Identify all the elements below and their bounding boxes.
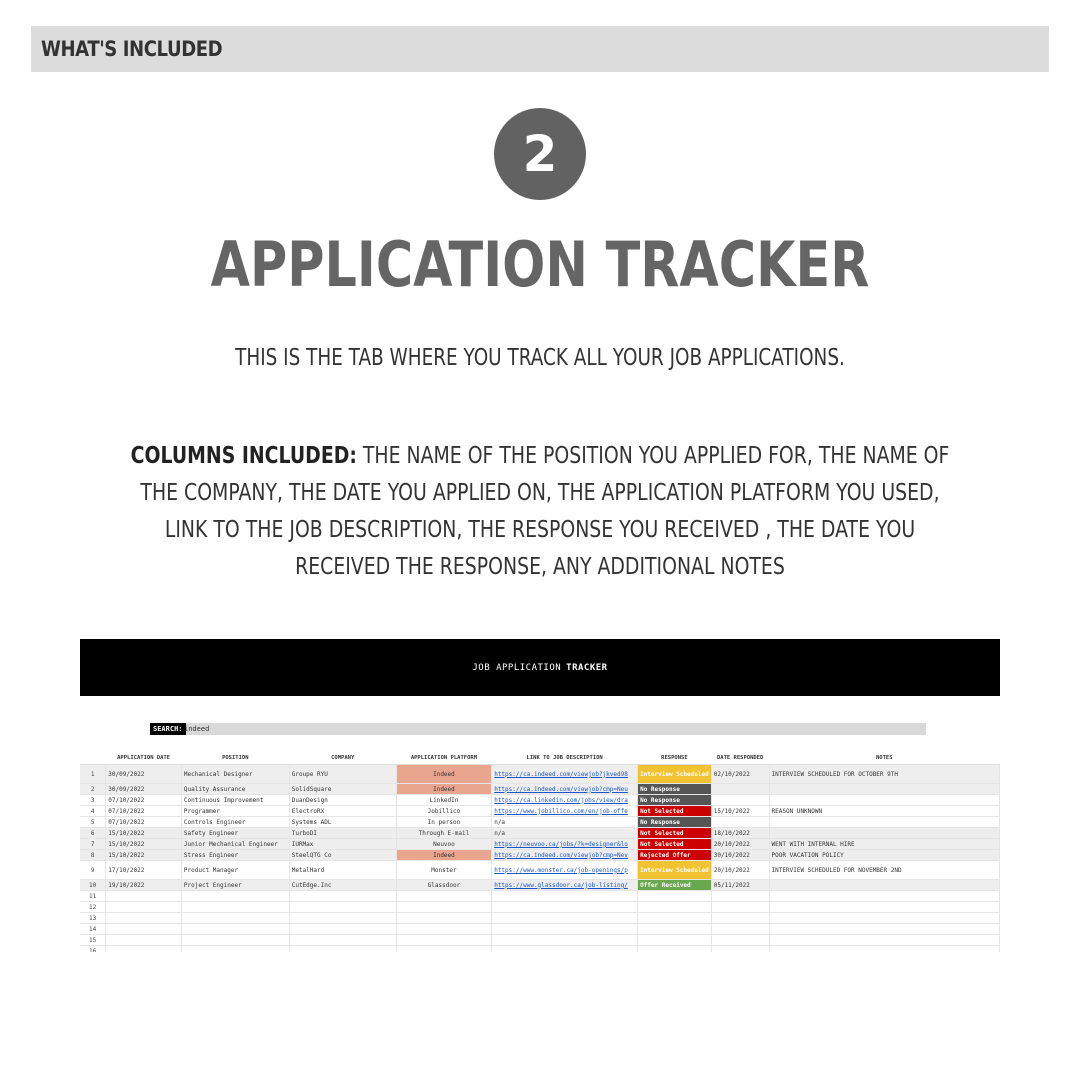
empty-cell — [396, 946, 492, 953]
cell-notes: WENT WITH INTERNAL HIRE — [769, 839, 999, 850]
cell-link: n/a — [492, 828, 638, 839]
empty-cell — [638, 891, 712, 902]
empty-cell — [638, 924, 712, 935]
column-header: DATE RESPONDED — [711, 752, 769, 765]
cell-response: Interview Scheduled — [638, 765, 712, 784]
column-header: COMPANY — [289, 752, 396, 765]
empty-cell — [289, 924, 396, 935]
cell-platform: Indeed — [396, 765, 492, 784]
row-number: 9 — [80, 861, 106, 880]
cell-platform: Indeed — [396, 850, 492, 861]
row-number: 12 — [80, 902, 106, 913]
empty-cell — [638, 913, 712, 924]
cell-response: Not Selected — [638, 839, 712, 850]
cell-platform: In person — [396, 817, 492, 828]
cell-position: Product Manager — [181, 861, 289, 880]
row-number: 11 — [80, 891, 106, 902]
empty-cell — [711, 935, 769, 946]
row-number: 5 — [80, 817, 106, 828]
table-row — [80, 828, 1000, 839]
empty-cell — [769, 935, 999, 946]
empty-cell — [289, 935, 396, 946]
cell-response: Interview Scheduled — [638, 861, 712, 880]
cell-company: SteelQTG Co — [289, 850, 396, 861]
empty-cell — [106, 902, 182, 913]
empty-cell — [638, 902, 712, 913]
row-number: 16 — [80, 946, 106, 953]
column-header: NOTES — [769, 752, 999, 765]
table-row — [80, 839, 1000, 850]
sheet-banner — [80, 639, 1000, 696]
cell-date: 15/10/2022 — [106, 850, 182, 861]
columns-label: COLUMNS INCLUDED: — [130, 443, 357, 469]
empty-cell — [396, 891, 492, 902]
empty-cell — [769, 924, 999, 935]
cell-position: Project Engineer — [181, 880, 289, 891]
cell-platform: Jobillico — [396, 806, 492, 817]
cell-platform: Glassdoor — [396, 880, 492, 891]
empty-cell — [711, 913, 769, 924]
empty-cell — [492, 935, 638, 946]
cell-date-responded: 15/10/2022 — [711, 806, 769, 817]
columns-description — [130, 438, 950, 586]
cell-notes — [769, 828, 999, 839]
empty-cell — [289, 913, 396, 924]
cell-date-responded — [711, 795, 769, 806]
cell-company: CutEdge.Inc — [289, 880, 396, 891]
cell-position: Stress Engineer — [181, 850, 289, 861]
cell-response: No Response — [638, 784, 712, 795]
empty-cell — [289, 891, 396, 902]
cell-notes — [769, 880, 999, 891]
cell-date: 17/10/2022 — [106, 861, 182, 880]
row-number: 6 — [80, 828, 106, 839]
column-header: POSITION — [181, 752, 289, 765]
empty-row — [80, 946, 1000, 953]
cell-date-responded: 18/10/2022 — [711, 828, 769, 839]
table-row — [80, 795, 1000, 806]
cell-company: ElectroRX — [289, 806, 396, 817]
cell-position: Continuous Improvement — [181, 795, 289, 806]
table-row — [80, 850, 1000, 861]
cell-response: Offer Received — [638, 880, 712, 891]
cell-link[interactable]: https://www.jobillico.com/en/job-offe — [492, 806, 638, 817]
cell-notes — [769, 817, 999, 828]
table-row — [80, 861, 1000, 880]
table-row — [80, 806, 1000, 817]
row-number: 7 — [80, 839, 106, 850]
cell-response: Rejected Offer — [638, 850, 712, 861]
sheet-banner-title: JOB APPLICATION — [472, 662, 562, 673]
empty-cell — [769, 902, 999, 913]
row-number: 13 — [80, 913, 106, 924]
cell-platform: Neuvoo — [396, 839, 492, 850]
cell-date-responded — [711, 817, 769, 828]
cell-link[interactable]: https://ca.indeed.com/viewjob?cmp=Nev — [492, 850, 638, 861]
empty-cell — [181, 891, 289, 902]
column-header: APPLICATION PLATFORM — [396, 752, 492, 765]
cell-platform: Indeed — [396, 784, 492, 795]
cell-date-responded — [711, 784, 769, 795]
cell-link[interactable]: https://neuvoo.ca/jobs/?k=designer&lo — [492, 839, 638, 850]
cell-date: 19/10/2022 — [106, 880, 182, 891]
cell-response: Not Selected — [638, 828, 712, 839]
empty-cell — [396, 924, 492, 935]
empty-cell — [181, 924, 289, 935]
cell-link[interactable]: https://ca.indeed.com/viewjob?cmp=Neu — [492, 784, 638, 795]
empty-cell — [711, 891, 769, 902]
cell-platform: Through E-mail — [396, 828, 492, 839]
cell-date-responded: 20/10/2022 — [711, 861, 769, 880]
step-number-badge: 2 — [494, 108, 586, 200]
empty-cell — [492, 913, 638, 924]
header-bar — [31, 26, 1049, 72]
cell-position: Safety Engineer — [181, 828, 289, 839]
cell-date: 15/10/2022 — [106, 839, 182, 850]
empty-row — [80, 935, 1000, 946]
empty-cell — [289, 946, 396, 953]
table-row — [80, 784, 1000, 795]
table-row — [80, 880, 1000, 891]
cell-company: Groupe RYU — [289, 765, 396, 784]
cell-date-responded: 30/10/2022 — [711, 850, 769, 861]
cell-position: Controls Engineer — [181, 817, 289, 828]
empty-cell — [492, 891, 638, 902]
row-number: 2 — [80, 784, 106, 795]
cell-company: Systems ADL — [289, 817, 396, 828]
empty-row — [80, 924, 1000, 935]
cell-notes: INTERVIEW SCHEDULED FOR NOVEMBER 2ND — [769, 861, 999, 880]
empty-cell — [106, 891, 182, 902]
empty-row — [80, 902, 1000, 913]
empty-cell — [106, 913, 182, 924]
empty-cell — [396, 913, 492, 924]
empty-cell — [289, 902, 396, 913]
empty-cell — [106, 935, 182, 946]
columns-text: THE NAME OF THE POSITION YOU APPLIED FOR, THE NAME OF THE COMPANY, THE DATE YOU APPLIED ON, THE APPLICATION PLATFORM YOU USED, LINK TO THE JOB DESCRIPTION, THE RESPONSE YOU RECEIVED , THE DATE YOU RECEIVED THE RESPONSE, ANY ADDITIONAL NOTES — [140, 443, 950, 580]
empty-cell — [638, 935, 712, 946]
search-row — [150, 723, 926, 735]
cell-company: SolidSquare — [289, 784, 396, 795]
cell-position: Programmer — [181, 806, 289, 817]
cell-position: Quality Assurance — [181, 784, 289, 795]
application-table — [80, 752, 1000, 952]
empty-cell — [492, 924, 638, 935]
cell-date: 30/09/2022 — [106, 784, 182, 795]
cell-position: Junior Mechanical Engineer — [181, 839, 289, 850]
row-number: 8 — [80, 850, 106, 861]
cell-company: MetalHard — [289, 861, 396, 880]
column-header: RESPONSE — [638, 752, 712, 765]
empty-cell — [769, 891, 999, 902]
cell-link[interactable]: https://ca.linkedin.com/jobs/view/dra — [492, 795, 638, 806]
table-row — [80, 817, 1000, 828]
header-label: WHAT'S INCLUDED — [41, 37, 223, 61]
cell-platform: Monster — [396, 861, 492, 880]
search-input[interactable]: indeed — [184, 725, 210, 733]
cell-date: 15/10/2022 — [106, 828, 182, 839]
table-row — [80, 765, 1000, 784]
page-title: APPLICATION TRACKER — [210, 228, 870, 301]
cell-response: No Response — [638, 795, 712, 806]
empty-row — [80, 891, 1000, 902]
empty-cell — [711, 902, 769, 913]
empty-cell — [638, 946, 712, 953]
cell-notes — [769, 784, 999, 795]
cell-company: DuanDesign — [289, 795, 396, 806]
sheet-banner-title-bold: TRACKER — [566, 662, 608, 673]
empty-cell — [106, 924, 182, 935]
empty-cell — [492, 902, 638, 913]
cell-platform: LinkedIn — [396, 795, 492, 806]
empty-cell — [181, 946, 289, 953]
empty-cell — [396, 935, 492, 946]
cell-notes: REASON UNKNOWN — [769, 806, 999, 817]
row-number: 1 — [80, 765, 106, 784]
column-header: APPLICATION DATE — [106, 752, 182, 765]
row-number: 15 — [80, 935, 106, 946]
cell-date: 07/10/2022 — [106, 817, 182, 828]
empty-row — [80, 913, 1000, 924]
search-label: SEARCH: — [150, 723, 186, 735]
row-number: 10 — [80, 880, 106, 891]
cell-response: No Response — [638, 817, 712, 828]
page-subtitle: THIS IS THE TAB WHERE YOU TRACK ALL YOUR JOB APPLICATIONS. — [235, 345, 845, 371]
cell-notes: POOR VACATION POLICY — [769, 850, 999, 861]
cell-notes — [769, 795, 999, 806]
cell-link[interactable]: https://ca.indeed.com/viewjob?jkved98 — [492, 765, 638, 784]
empty-cell — [396, 902, 492, 913]
empty-cell — [711, 924, 769, 935]
cell-company: TurboDI — [289, 828, 396, 839]
cell-date-responded: 05/11/2022 — [711, 880, 769, 891]
empty-cell — [711, 946, 769, 953]
cell-date: 07/10/2022 — [106, 795, 182, 806]
cell-notes: INTERVIEW SCHEDULED FOR OCTOBER 9TH — [769, 765, 999, 784]
cell-date-responded: 20/10/2022 — [711, 839, 769, 850]
row-number: 3 — [80, 795, 106, 806]
cell-date: 07/10/2022 — [106, 806, 182, 817]
column-header: LINK TO JOB DESCRIPTION — [492, 752, 638, 765]
table-header-row — [80, 752, 1000, 765]
spreadsheet-preview — [80, 639, 1000, 952]
empty-cell — [492, 946, 638, 953]
empty-cell — [181, 935, 289, 946]
empty-cell — [769, 913, 999, 924]
cell-position: Mechanical Designer — [181, 765, 289, 784]
cell-date: 30/09/2022 — [106, 765, 182, 784]
cell-link[interactable]: https://www.glassdoor.ca/job-listing/ — [492, 880, 638, 891]
cell-date-responded: 02/10/2022 — [711, 765, 769, 784]
row-number: 4 — [80, 806, 106, 817]
cell-response: Not Selected — [638, 806, 712, 817]
empty-cell — [106, 946, 182, 953]
header-rownum — [80, 752, 106, 765]
cell-link: n/a — [492, 817, 638, 828]
empty-cell — [181, 913, 289, 924]
empty-cell — [181, 902, 289, 913]
empty-cell — [769, 946, 999, 953]
cell-link[interactable]: https://www.monster.ca/job-openings/p — [492, 861, 638, 880]
row-number: 14 — [80, 924, 106, 935]
cell-company: IURMax — [289, 839, 396, 850]
